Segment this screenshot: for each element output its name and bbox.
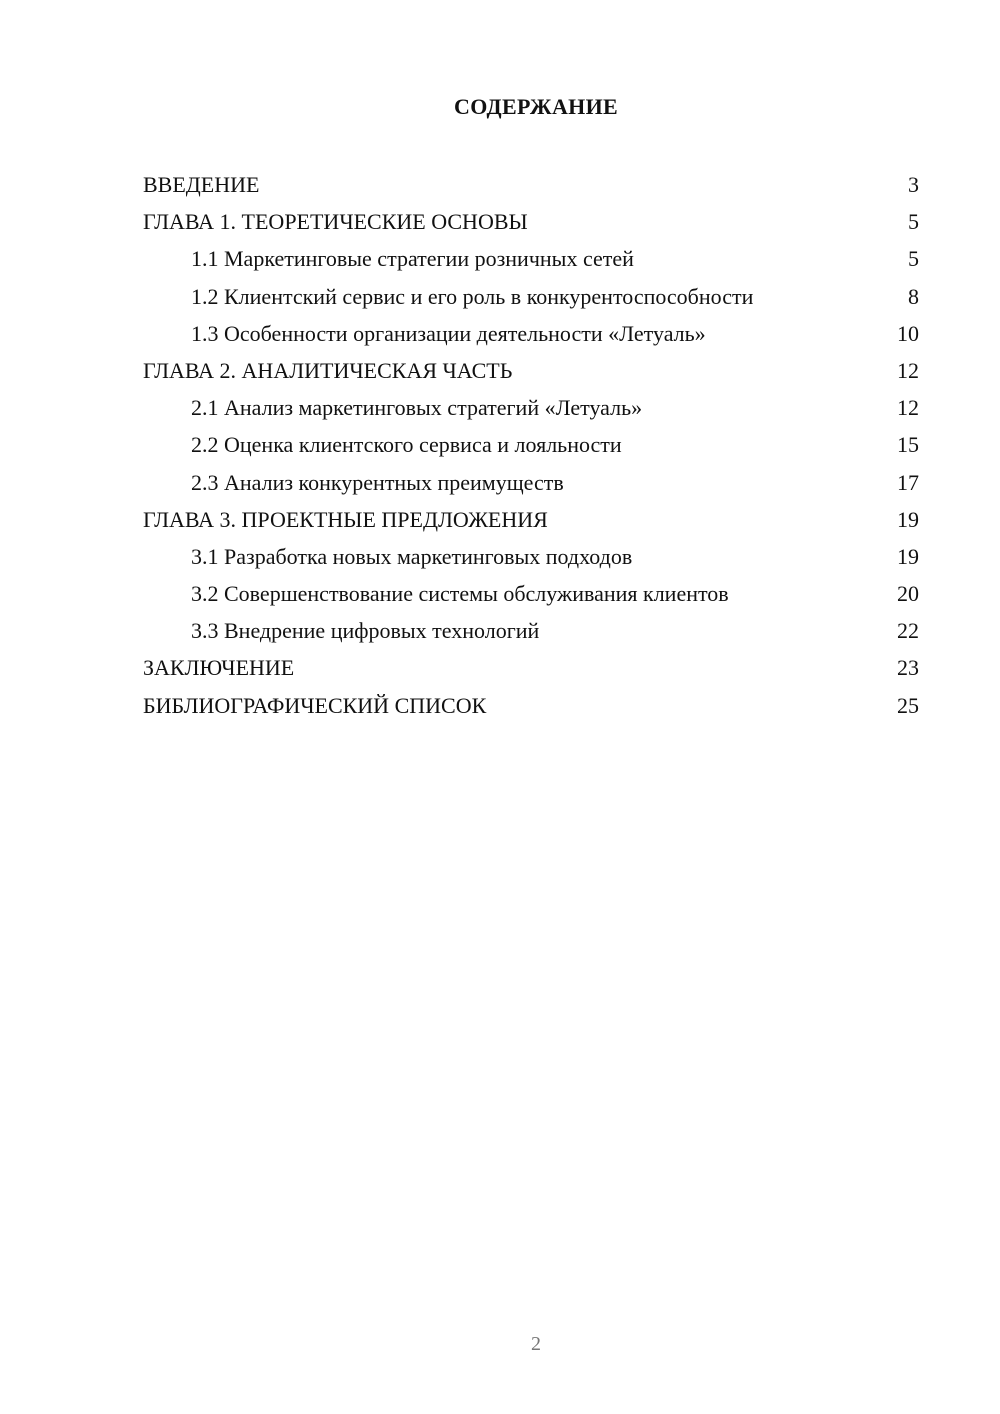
toc-entry-label: 3.3 Внедрение цифровых технологий — [191, 618, 540, 644]
toc-subentry — [143, 240, 919, 277]
toc-entry-page: 19 — [897, 543, 919, 569]
toc-entry-label: 2.2 Оценка клиентского сервиса и лояльности — [191, 432, 622, 458]
toc-entry — [143, 649, 919, 686]
page-title: СОДЕРЖАНИЕ — [454, 94, 618, 119]
toc-entry-label: 1.1 Маркетинговые стратегии розничных сетей — [191, 246, 634, 272]
table-of-contents — [143, 166, 919, 724]
toc-subentry — [143, 278, 919, 315]
toc-entry-page: 23 — [897, 655, 919, 681]
toc-entry-page: 10 — [897, 320, 919, 346]
toc-entry — [143, 501, 919, 538]
toc-entry-page: 5 — [908, 209, 919, 235]
toc-entry-page: 8 — [908, 283, 919, 309]
toc-entry-label: ГЛАВА 2. АНАЛИТИЧЕСКАЯ ЧАСТЬ — [143, 357, 513, 383]
toc-subentry — [143, 426, 919, 463]
toc-subentry — [143, 315, 919, 352]
toc-entry-label: БИБЛИОГРАФИЧЕСКИЙ СПИСОК — [143, 692, 487, 718]
toc-subentry — [143, 575, 919, 612]
toc-subentry — [143, 464, 919, 501]
toc-entry-page: 20 — [897, 581, 919, 607]
toc-subentry — [143, 389, 919, 426]
toc-subentry — [143, 612, 919, 649]
toc-entry-label: ВВЕДЕНИЕ — [143, 172, 260, 197]
toc-entry-label: ГЛАВА 3. ПРОЕКТНЫЕ ПРЕДЛОЖЕНИЯ — [143, 506, 548, 532]
toc-entry-label: 2.3 Анализ конкурентных преимуществ — [191, 469, 564, 495]
toc-entry-page: 5 — [908, 246, 919, 272]
toc-entry-page: 19 — [897, 506, 919, 532]
toc-entry-page: 3 — [908, 172, 919, 197]
toc-entry-label: 2.1 Анализ маркетинговых стратегий «Летуаль» — [191, 395, 643, 421]
toc-subentry — [143, 538, 919, 575]
toc-entry-page: 25 — [897, 692, 919, 718]
toc-entry — [143, 203, 919, 240]
page-number: 2 — [531, 1333, 541, 1355]
toc-entry-label: ЗАКЛЮЧЕНИЕ — [143, 655, 295, 681]
toc-entry-label: 1.3 Особенности организации деятельности «Летуаль» — [191, 320, 706, 346]
toc-entry — [143, 687, 919, 724]
toc-entry-label: 1.2 Клиентский сервис и его роль в конкурентоспособности — [191, 283, 754, 309]
toc-entry-page: 22 — [897, 618, 919, 644]
toc-entry — [143, 352, 919, 389]
toc-entry — [143, 166, 919, 203]
toc-entry-label: 3.2 Совершенствование системы обслуживания клиентов — [191, 581, 729, 607]
toc-entry-page: 12 — [897, 395, 919, 421]
toc-entry-page: 17 — [897, 469, 919, 495]
toc-entry-page: 12 — [897, 357, 919, 383]
toc-entry-label: ГЛАВА 1. ТЕОРЕТИЧЕСКИЕ ОСНОВЫ — [143, 209, 528, 235]
toc-entry-page: 15 — [897, 432, 919, 458]
toc-entry-label: 3.1 Разработка новых маркетинговых подходов — [191, 543, 633, 569]
